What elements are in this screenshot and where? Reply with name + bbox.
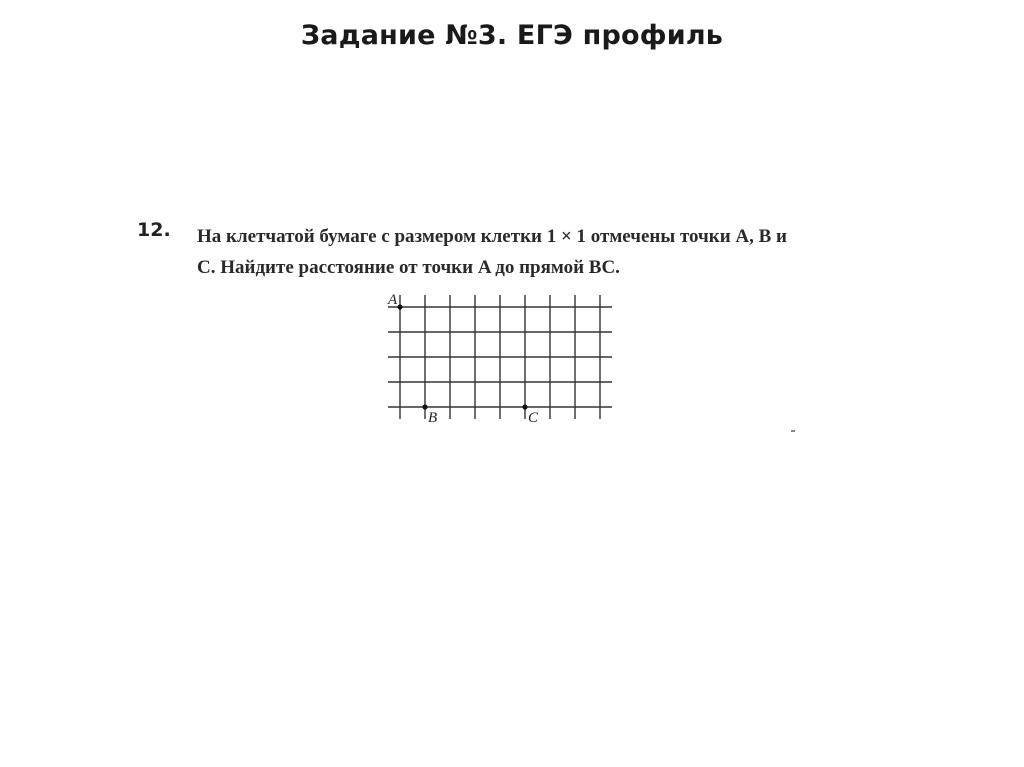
task-text-line-1: На клетчатой бумаге с размером клетки 1 × 1 отмечены точки A, B и [197, 226, 787, 247]
point-b-dot [422, 404, 427, 409]
point-a-dot [397, 304, 402, 309]
task-text-line-2: C. Найдите расстояние от точки A до прямой BC. [197, 257, 620, 278]
point-c-label: C [528, 410, 539, 426]
point-a-label: A [388, 292, 398, 308]
point-b-label: B [428, 410, 438, 426]
task-number: 12. [137, 219, 171, 241]
slide-title: Задание №3. ЕГЭ профиль [300, 20, 724, 51]
grid-figure [380, 287, 630, 432]
grid-paper [380, 287, 630, 432]
task-text [197, 221, 877, 283]
scan-speck [791, 430, 795, 432]
point-c-dot [522, 404, 527, 409]
grid-points [387, 292, 539, 426]
grid-lines [388, 295, 612, 419]
